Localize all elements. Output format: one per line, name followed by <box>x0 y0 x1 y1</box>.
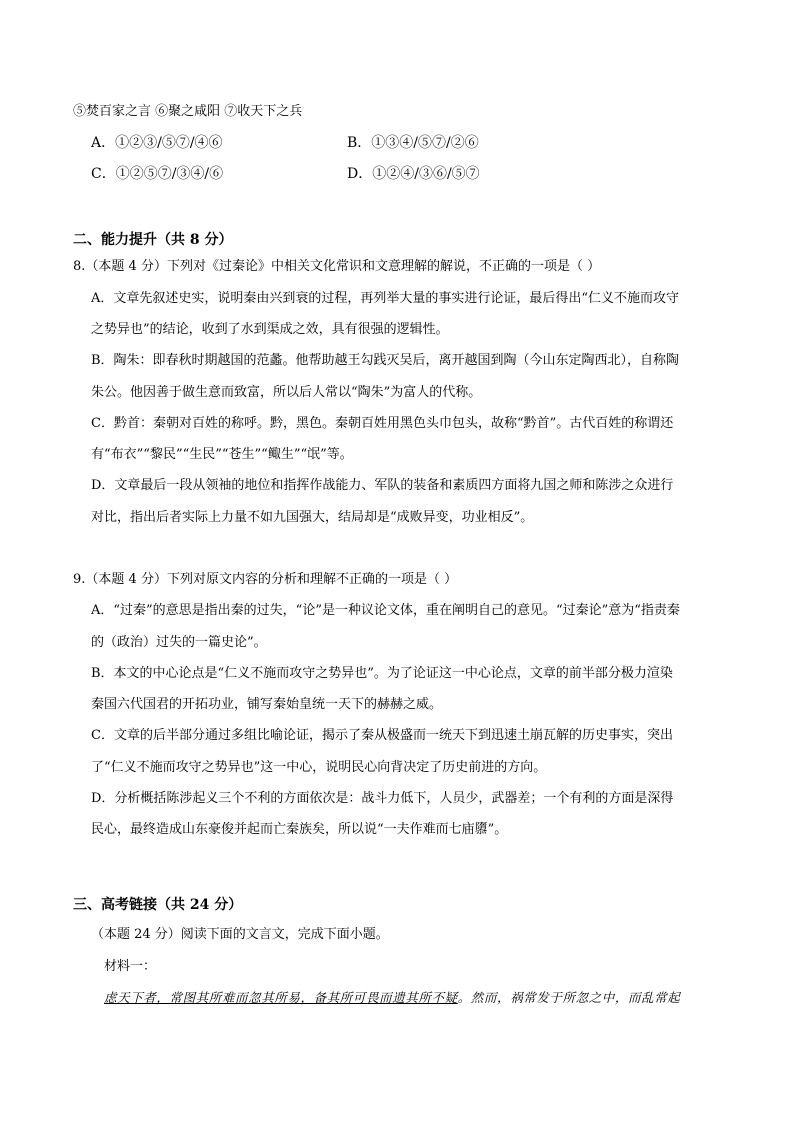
q8-option-c-line1: C．黔首：秦朝对百姓的称呼。黔，黑色。秦朝百姓用黑色头巾包头，故称“黔首”。古代百姓的称谓还 <box>91 416 674 431</box>
q9-option-c-line1: C．文章的后半部分通过多组比喻论证，揭示了秦从极盛而一统天下到迅速土崩瓦解的历史事实，突出 <box>91 728 673 743</box>
q9-option-c-line2: 了“仁义不施而攻守之势异也”这一中心，说明民心向背决定了历史前进的方向。 <box>91 760 547 775</box>
q8-option-a-line2: 之势异也”的结论，收到了水到渠成之效，具有很强的逻辑性。 <box>91 322 449 337</box>
q9-option-d-line2: 民心，最终造成山东豪俊并起而亡秦族矣，所以说“一夫作难而七庙隳”。 <box>91 822 508 837</box>
q9-stem: 9.（本题 4 分）下列对原文内容的分析和理解不正确的一项是（ ） <box>73 572 458 587</box>
q9-option-b-line2: 秦国六代国君的开拓功业，铺写秦始皇统一天下的赫赫之威。 <box>91 697 443 712</box>
q7-option-a: A．①②③/⑤⑦/④⑥ <box>91 135 223 151</box>
material-label: 材料一： <box>104 959 157 974</box>
q7-items-line: ⑤焚百家之言 ⑥聚之咸阳 ⑦收天下之兵 <box>73 104 303 119</box>
q8-stem: 8.（本题 4 分）下列对《过秦论》中相关文化常识和文意理解的解说，不正确的一项是（ ） <box>73 259 601 274</box>
q8-option-b-line1: B．陶朱：即春秋时期越国的范蠡。他帮助越王勾践灭吴后，离开越国到陶（今山东定陶西北），自称陶 <box>91 353 680 368</box>
q9-option-d-line1: D．分析概括陈涉起义三个不利的方面依次是：战斗力低下，人员少，武器差；一个有利的方面是深得 <box>91 791 674 806</box>
q8-option-c-line2: 有“布衣”“黎民”“生民”“苍生”“鲰生”“氓”等。 <box>91 447 353 462</box>
material-text-line <box>104 988 680 1008</box>
section3-heading: 三、高考链接（共 24 分） <box>73 897 243 913</box>
section3-intro: （本题 24 分）阅读下面的文言文，完成下面小题。 <box>91 927 389 942</box>
q7-option-d: D．①②④/③⑥/⑤⑦ <box>347 166 480 182</box>
q7-option-b: B．①③④/⑤⑦/②⑥ <box>347 135 479 151</box>
material-underlined-text: 虑天下者，常图其所难而忽其所易，备其所可畏而遗其所不疑 <box>104 990 458 1005</box>
q9-option-a-line2: 的（政治）过失的一篇史论”。 <box>91 635 267 650</box>
q8-option-b-line2: 朱公。他因善于做生意而致富，所以后人常以“陶朱”为富人的代称。 <box>91 385 482 400</box>
section2-heading: 二、能力提升（共 8 分） <box>73 232 233 248</box>
q8-option-d-line1: D．文章最后一段从领袖的地位和指挥作战能力、军队的装备和素质四方面将九国之师和陈涉之众进行 <box>91 478 674 493</box>
material-text-rest: 。然而，祸常发于所忽之中，而乱常起 <box>457 990 681 1005</box>
q9-option-b-line1: B．本文的中心论点是“仁义不施而攻守之势异也”。为了论证这一中心论点，文章的前半部分极力渲染 <box>91 666 673 681</box>
q9-option-a-line1: A．“过秦”的意思是指出秦的过失，“论”是一种议论文体，重在阐明自己的意见。“过秦论”意为“指责秦 <box>91 603 680 618</box>
q7-option-c: C．①②⑤⑦/③④/⑥ <box>91 166 224 182</box>
q8-option-d-line2: 对比，指出后者实际上力量不如九国强大，结局却是“成败异变，功业相反”。 <box>91 510 534 525</box>
q8-option-a-line1: A．文章先叙述史实，说明秦由兴到衰的过程，再列举大量的事实进行论证，最后得出“仁义不施而攻守 <box>91 291 680 306</box>
